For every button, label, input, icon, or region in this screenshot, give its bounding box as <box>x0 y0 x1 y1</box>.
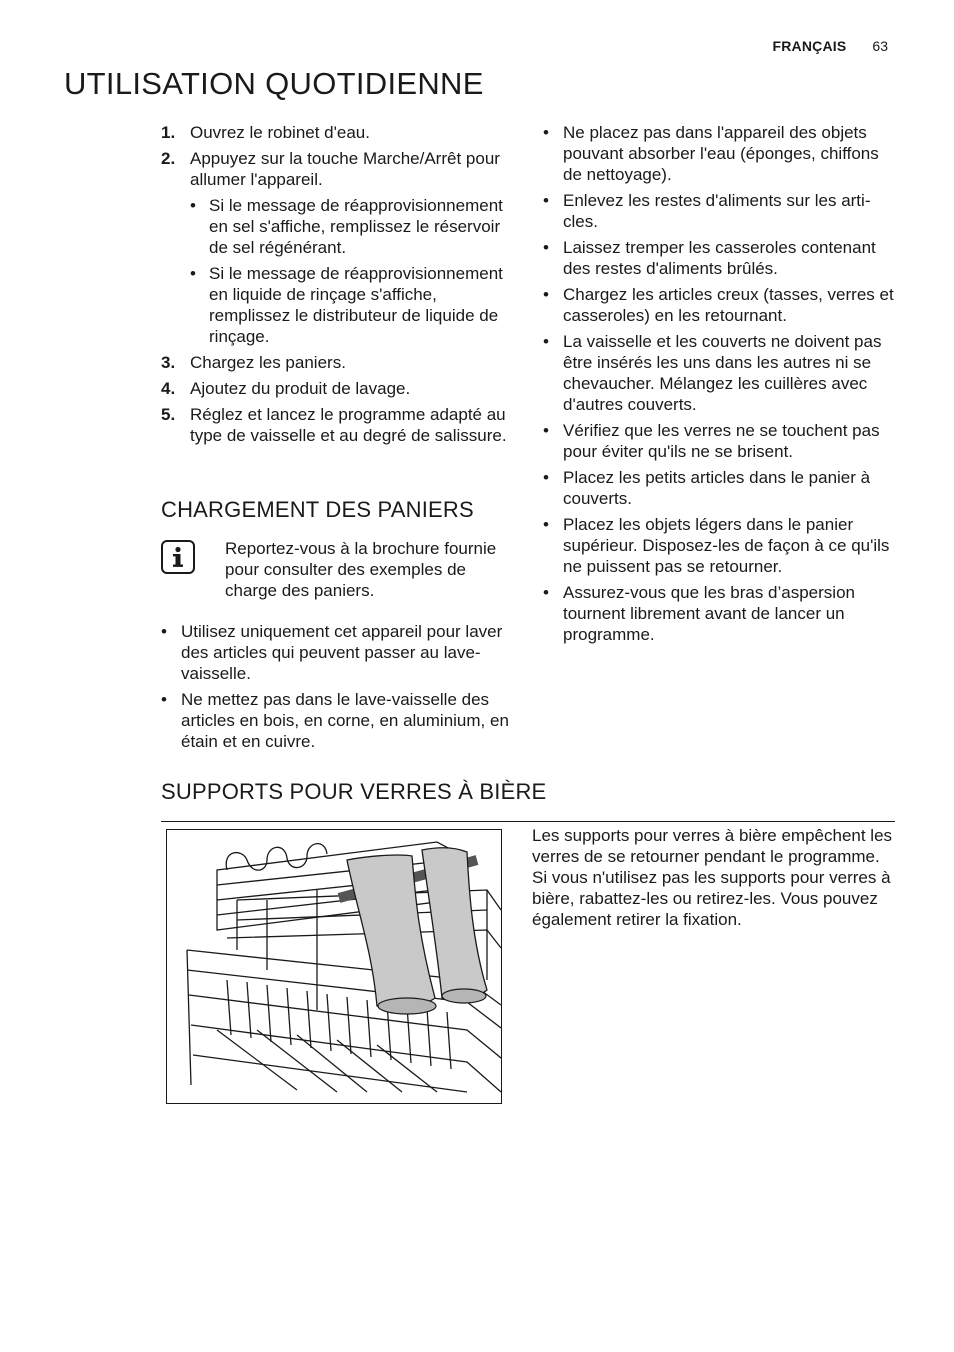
bullet-text: Enlevez les restes d'aliments sur les articles. <box>563 191 871 231</box>
beer-glass-rack-illustration <box>166 829 502 1104</box>
bullet-text: Ne placez pas dans l'appareil des objets pouvant absorber l'eau (éponges, chiffons de nettoyage). <box>563 123 879 184</box>
page-number: 63 <box>872 38 888 54</box>
bullet-item <box>543 122 898 185</box>
dish-rack-drawing <box>167 830 501 1103</box>
bullet-icon: • <box>543 583 549 602</box>
bullet-icon: • <box>543 123 549 142</box>
bullet-item <box>543 331 898 415</box>
bullet-item <box>543 420 898 462</box>
info-text: Reportez-vous à la brochure fournie pour consulter des exemples de charge des paniers. <box>225 539 497 600</box>
step-number: 3. <box>161 353 176 372</box>
bullet-text: Vérifiez que les verres ne se touchent pas pour éviter qu'ils ne se brisent. <box>563 421 880 461</box>
bullet-text: Utilisez uniquement cet appareil pour laver des articles qui peuvent passer au lave-vaisselle. <box>181 622 503 683</box>
bullet-icon: • <box>543 332 549 351</box>
step-item <box>161 404 513 446</box>
bullet-icon: • <box>161 622 167 641</box>
bullet-icon: • <box>190 196 196 215</box>
step-item <box>161 378 513 399</box>
step-number: 1. <box>161 123 176 142</box>
bullet-icon: • <box>543 191 549 210</box>
step-item <box>161 352 513 373</box>
step-number: 5. <box>161 405 176 424</box>
step-number: 2. <box>161 149 176 168</box>
bullet-item <box>161 621 513 684</box>
bullet-item <box>161 689 513 752</box>
sub-bullet-list <box>190 195 513 347</box>
sub-bullet-text: Si le message de réapprovisionnement en liquide de rinçage s'affiche, remplissez le distributeur de liquide de rinçage. <box>209 264 503 346</box>
bullet-icon: • <box>543 515 549 534</box>
sub-bullet-item <box>190 263 513 347</box>
info-icon <box>161 540 195 574</box>
bullet-item <box>543 514 898 577</box>
daily-use-steps <box>161 122 513 451</box>
bullet-icon: • <box>543 468 549 487</box>
bullet-item <box>543 582 898 645</box>
bullet-icon: • <box>543 285 549 304</box>
section-title-loading: CHARGEMENT DES PANIERS <box>161 497 474 522</box>
step-item <box>161 148 513 347</box>
header-language: FRANÇAIS <box>772 38 847 54</box>
bullet-text: Laissez tremper les casseroles contenant des restes d'aliments brûlés. <box>563 238 876 278</box>
bullet-text: Placez les petits articles dans le panier à couverts. <box>563 468 871 508</box>
bullet-icon: • <box>190 264 196 283</box>
bullet-item <box>543 467 898 509</box>
bullet-icon: • <box>543 238 549 257</box>
step-item <box>161 122 513 143</box>
page-title: UTILISATION QUOTIDIENNE <box>64 66 484 101</box>
bullet-icon: • <box>543 421 549 440</box>
beer-supports-description <box>532 825 894 930</box>
step-number: 4. <box>161 379 176 398</box>
section-title-beer-supports: SUPPORTS POUR VERRES À BIÈRE <box>161 779 547 804</box>
bullet-icon: • <box>161 690 167 709</box>
section-divider <box>161 821 895 822</box>
step-text: Ouvrez le robinet d'eau. <box>190 123 370 142</box>
bullet-item <box>543 237 898 279</box>
step-text: Appuyez sur la touche Marche/Arrêt pour allumer l'appareil. <box>190 149 500 189</box>
bullet-item <box>543 284 898 326</box>
bullet-text: Chargez les articles creux (tasses, verres et casseroles) en les retournant. <box>563 285 894 325</box>
beer-paragraph-2: Si vous n'utilisez pas les supports pour verres à bière, rabattez-les ou retirez-les. Vous pouvez également retirer la fixation. <box>532 868 891 929</box>
bullet-text: La vaisselle et les couverts ne doivent pas être insérés les uns dans les autres ni se chevaucher. Mélangez les cuillères avec d'autres couverts. <box>563 332 882 414</box>
bullet-text: Placez les objets légers dans le panier supérieur. Disposez-les de façon à ce qu'ils ne puissent pas se retourner. <box>563 515 890 576</box>
step-text: Ajoutez du produit de lavage. <box>190 379 411 398</box>
loading-tips <box>543 122 898 650</box>
step-text: Chargez les paniers. <box>190 353 346 372</box>
bullet-text: Ne mettez pas dans le lave-vaisselle des articles en bois, en corne, en aluminium, en étain et en cuivre. <box>181 690 509 751</box>
loading-bullets <box>161 621 513 757</box>
step-text: Réglez et lancez le programme adapté au type de vaisselle et au degré de salissure. <box>190 405 507 445</box>
sub-bullet-item <box>190 195 513 258</box>
sub-bullet-text: Si le message de réapprovisionnement en sel s'affiche, remplissez le réservoir de sel régénérant. <box>209 196 503 257</box>
bullet-item <box>543 190 898 232</box>
page-header <box>772 38 888 54</box>
bullet-text: Assurez-vous que les bras d’aspersion tournent librement avant de lancer un programme. <box>563 583 855 644</box>
beer-paragraph-1: Les supports pour verres à bière empêchent les verres de se retourner pendant le programme. <box>532 826 893 866</box>
